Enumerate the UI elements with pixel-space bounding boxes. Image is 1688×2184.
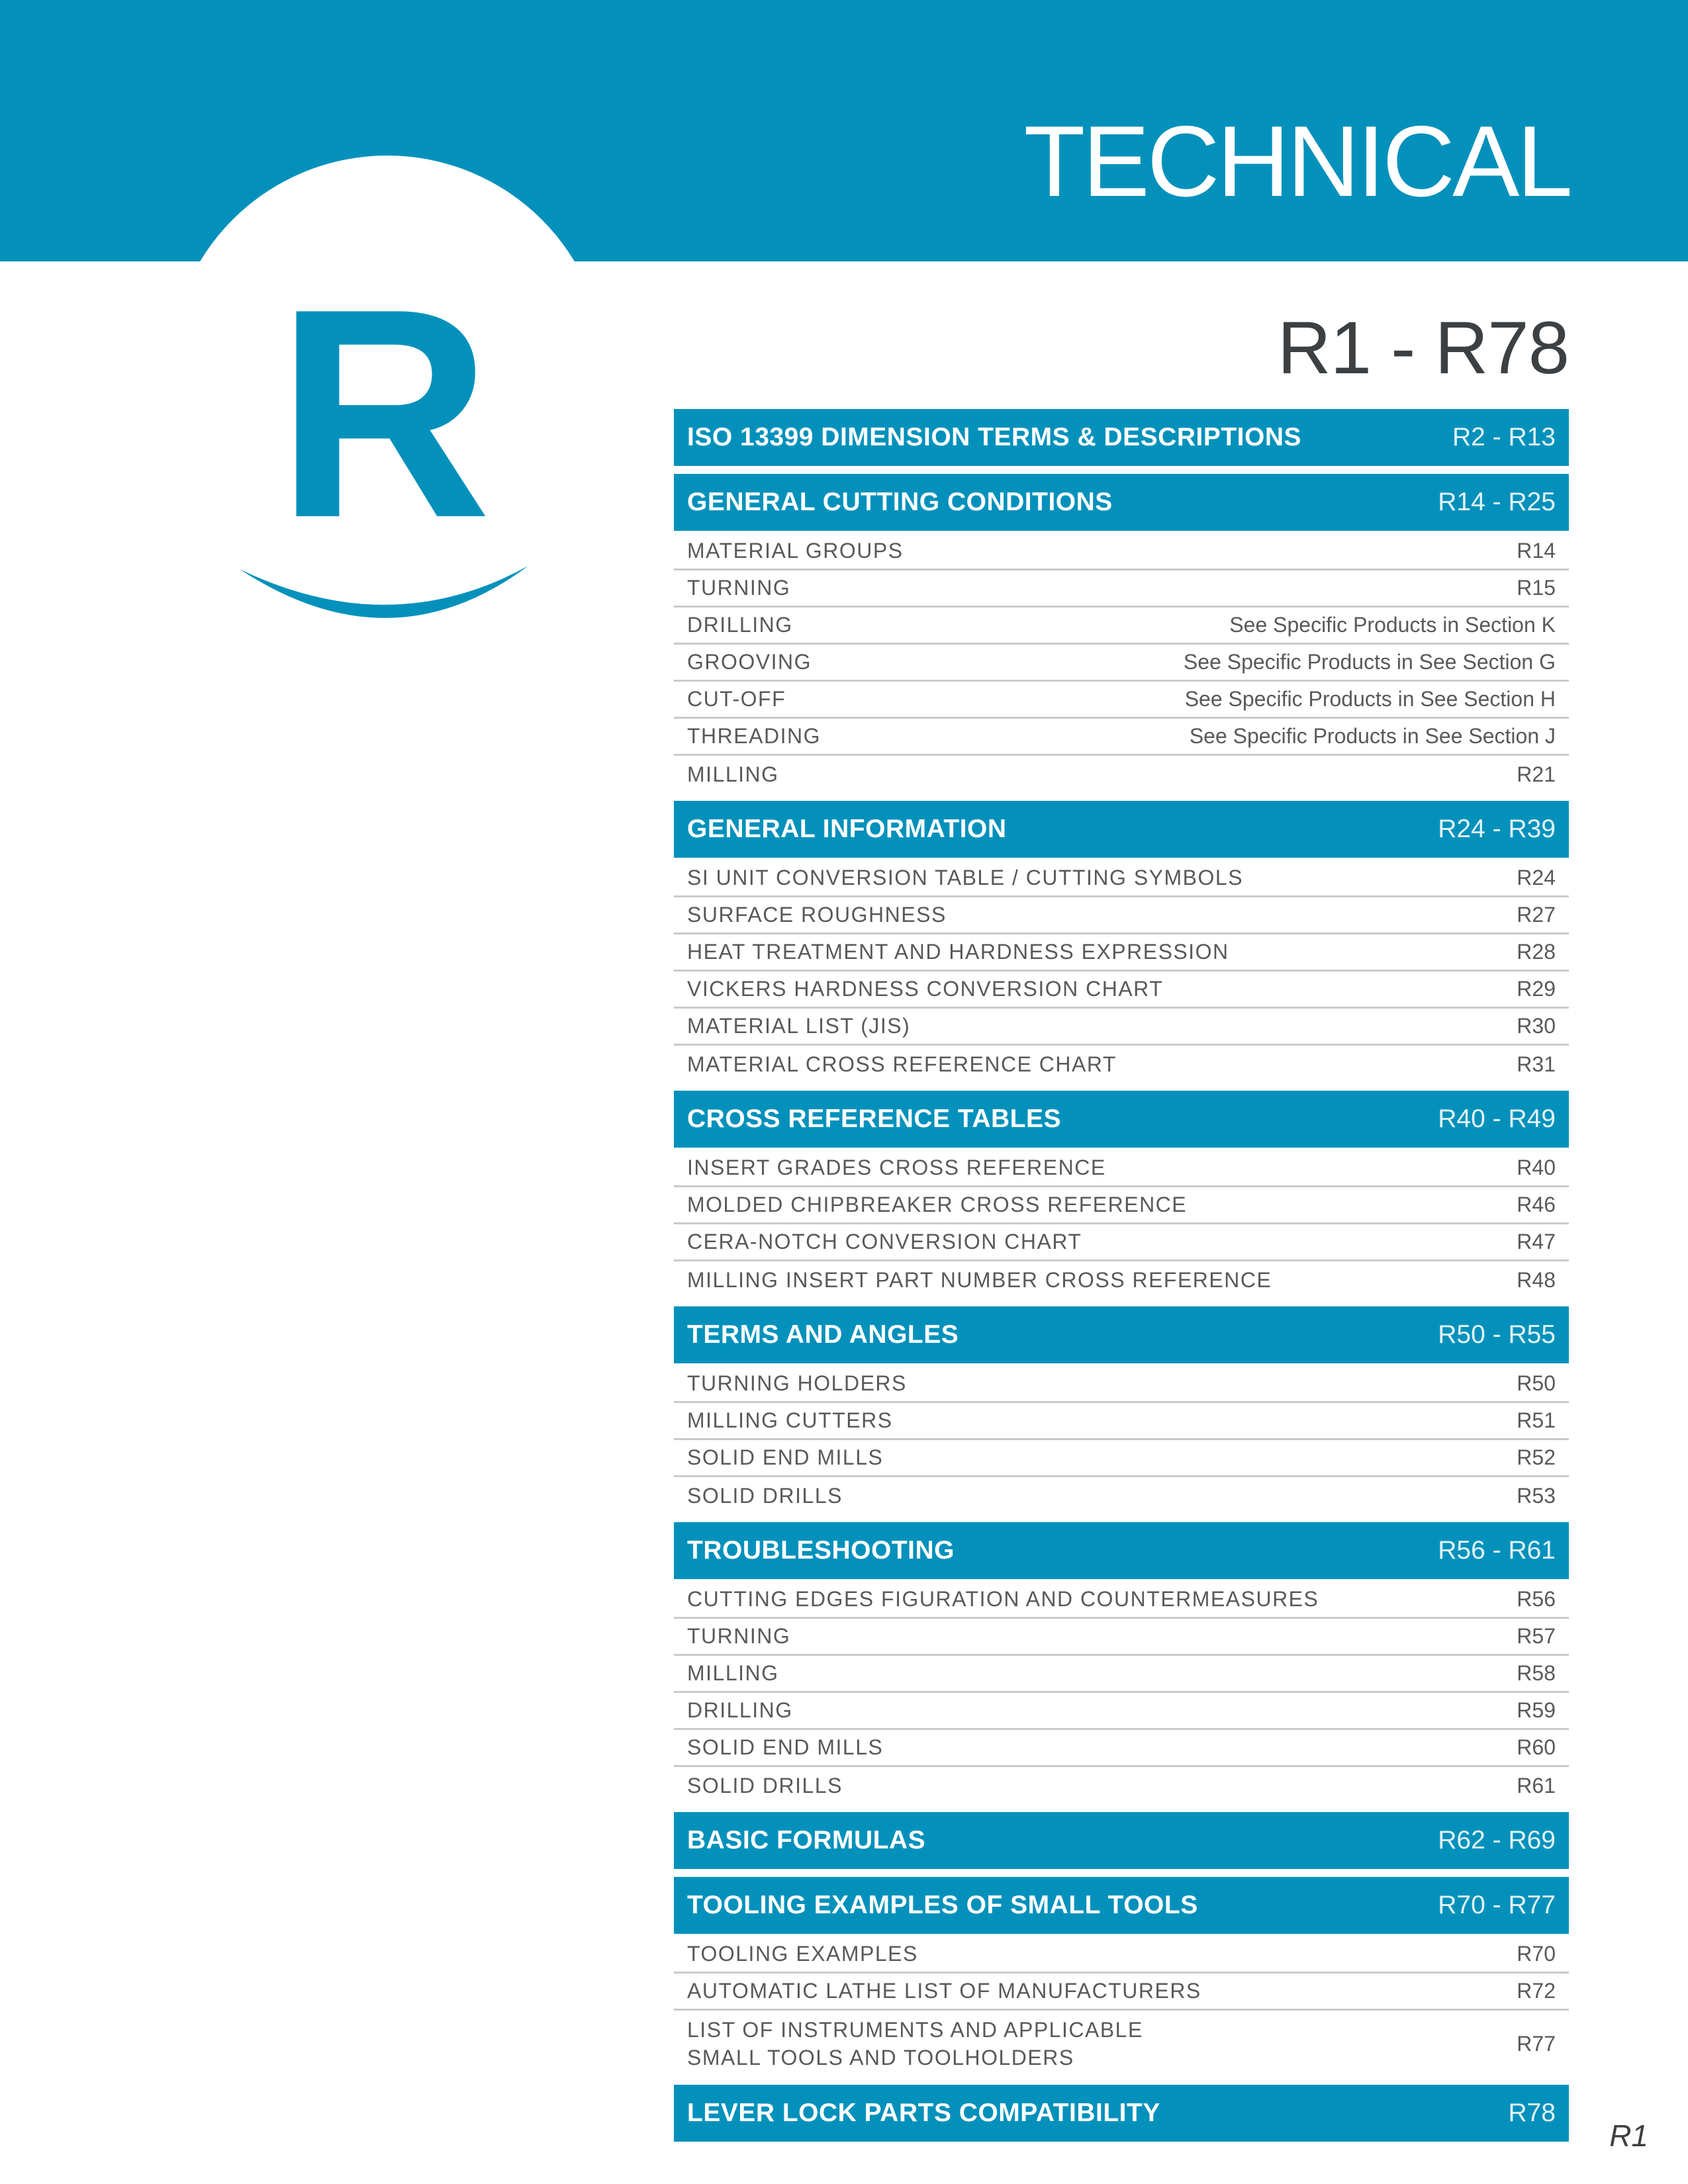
section-page-range: R62 - R69 xyxy=(1438,1826,1556,1854)
entry-title: SI UNIT CONVERSION TABLE / CUTTING SYMBOLS xyxy=(687,866,1244,889)
entry-page: R57 xyxy=(1517,1624,1556,1648)
entry-title: INSERT GRADES CROSS REFERENCE xyxy=(687,1156,1106,1179)
section-entries xyxy=(674,858,1569,1083)
section-page-range: R50 - R55 xyxy=(1438,1320,1556,1349)
entry-page: R30 xyxy=(1517,1014,1556,1038)
entry-title: LIST OF INSTRUMENTS AND APPLICABLE SMALL TOOLS AND TOOLHOLDERS xyxy=(687,2018,1143,2070)
toc-entry[interactable] xyxy=(674,1693,1569,1730)
entry-page: R24 xyxy=(1517,866,1556,889)
page-range: R1 - R78 xyxy=(1277,306,1569,389)
section-entries xyxy=(674,1148,1569,1298)
section-entries xyxy=(674,1934,1569,2077)
entry-title: CERA-NOTCH CONVERSION CHART xyxy=(687,1230,1082,1253)
entry-page: R31 xyxy=(1517,1052,1556,1076)
entry-page: R70 xyxy=(1517,1942,1556,1966)
section-entries xyxy=(674,531,1569,793)
entry-page: R27 xyxy=(1517,903,1556,927)
entry-title: DRILLING xyxy=(687,1698,793,1722)
entry-page: R28 xyxy=(1517,940,1556,964)
entry-page: R77 xyxy=(1517,2031,1556,2056)
entry-title: MOLDED CHIPBREAKER CROSS REFERENCE xyxy=(687,1193,1188,1216)
section-header[interactable] xyxy=(674,2085,1569,2142)
section-title: BASIC FORMULAS xyxy=(687,1826,926,1854)
entry-page: See Specific Products in See Section J xyxy=(1189,724,1556,748)
logo-graphic xyxy=(146,119,602,635)
toc-entry[interactable] xyxy=(674,682,1569,719)
entry-page: R14 xyxy=(1517,539,1556,563)
section-header[interactable] xyxy=(674,801,1569,858)
toc-entry[interactable] xyxy=(674,934,1569,972)
entry-title: TURNING xyxy=(687,576,791,600)
entry-page: See Specific Products in See Section H xyxy=(1184,687,1556,711)
toc-entry[interactable] xyxy=(674,1224,1569,1261)
entry-title: MILLING INSERT PART NUMBER CROSS REFERENCE xyxy=(687,1267,1272,1292)
entry-page: R51 xyxy=(1517,1408,1556,1432)
entry-title: MILLING xyxy=(687,1661,779,1685)
entry-page: R21 xyxy=(1517,762,1556,786)
section-page-range: R24 - R39 xyxy=(1438,815,1556,843)
page-title: TECHNICAL xyxy=(1023,105,1570,218)
toc-entry[interactable] xyxy=(674,897,1569,934)
toc-entry[interactable] xyxy=(674,1403,1569,1440)
section-header[interactable] xyxy=(674,409,1569,466)
section-header[interactable] xyxy=(674,474,1569,531)
toc-entry[interactable] xyxy=(674,972,1569,1009)
toc-entry[interactable] xyxy=(674,1477,1569,1514)
toc-entry[interactable] xyxy=(674,608,1569,645)
section-title: TROUBLESHOOTING xyxy=(687,1536,955,1565)
entry-title: VICKERS HARDNESS CONVERSION CHART xyxy=(687,977,1164,1001)
toc-entry[interactable] xyxy=(674,570,1569,608)
entry-title: SOLID END MILLS xyxy=(687,1735,884,1759)
section-title: LEVER LOCK PARTS COMPATIBILITY xyxy=(687,2099,1160,2127)
toc-entry[interactable] xyxy=(674,719,1569,756)
entry-page: R50 xyxy=(1517,1371,1556,1395)
entry-title: GROOVING xyxy=(687,650,812,674)
entry-title: TURNING HOLDERS xyxy=(687,1371,907,1395)
entry-page: R60 xyxy=(1517,1735,1556,1759)
entry-title: CUT-OFF xyxy=(687,687,786,711)
entry-page: R58 xyxy=(1517,1661,1556,1685)
entry-title: TOOLING EXAMPLES xyxy=(687,1942,918,1966)
toc-entry[interactable] xyxy=(674,1046,1569,1083)
entry-page: See Specific Products in Section K xyxy=(1229,613,1556,637)
entry-page: R61 xyxy=(1517,1773,1556,1797)
toc-entry[interactable] xyxy=(674,2011,1569,2077)
section-logo xyxy=(146,119,602,635)
section-entries xyxy=(674,1363,1569,1514)
section-title: GENERAL INFORMATION xyxy=(687,815,1007,843)
toc-entry[interactable] xyxy=(674,645,1569,682)
entry-page: R53 xyxy=(1517,1483,1556,1508)
entry-title: AUTOMATIC LATHE LIST OF MANUFACTURERS xyxy=(687,1979,1201,2003)
toc-entry[interactable] xyxy=(674,533,1569,570)
entry-page: R29 xyxy=(1517,977,1556,1001)
toc-entry[interactable] xyxy=(674,1767,1569,1804)
entry-title: MATERIAL GROUPS xyxy=(687,539,904,563)
entry-title: SOLID END MILLS xyxy=(687,1445,884,1469)
entry-title: MATERIAL CROSS REFERENCE CHART xyxy=(687,1052,1117,1076)
entry-page: R48 xyxy=(1517,1267,1556,1292)
entry-title: THREADING xyxy=(687,724,821,748)
section-title: GENERAL CUTTING CONDITIONS xyxy=(687,488,1113,516)
section-header[interactable] xyxy=(674,1877,1569,1934)
section-header[interactable] xyxy=(674,1306,1569,1363)
entry-page: R52 xyxy=(1517,1445,1556,1469)
entry-page: R72 xyxy=(1517,1979,1556,2003)
entry-title: SOLID DRILLS xyxy=(687,1483,843,1508)
toc-entry[interactable] xyxy=(674,1440,1569,1477)
section-page-range: R78 xyxy=(1508,2099,1556,2127)
entry-page: R47 xyxy=(1517,1230,1556,1253)
logo-letter: R xyxy=(276,248,492,580)
toc-entry[interactable] xyxy=(674,1150,1569,1187)
section-page-range: R40 - R49 xyxy=(1438,1105,1556,1133)
toc-entry[interactable] xyxy=(674,1582,1569,1619)
section-header[interactable] xyxy=(674,1091,1569,1148)
section-page-range: R56 - R61 xyxy=(1438,1536,1556,1565)
section-title: TERMS AND ANGLES xyxy=(687,1320,959,1349)
section-title: CROSS REFERENCE TABLES xyxy=(687,1105,1061,1133)
toc-entry[interactable] xyxy=(674,1974,1569,2011)
section-header[interactable] xyxy=(674,1812,1569,1869)
entry-title: DRILLING xyxy=(687,613,793,637)
toc-entry[interactable] xyxy=(674,1187,1569,1224)
toc-entry[interactable] xyxy=(674,1619,1569,1656)
section-entries xyxy=(674,1579,1569,1804)
section-page-range: R70 - R77 xyxy=(1438,1891,1556,1919)
entry-page: R46 xyxy=(1517,1193,1556,1216)
section-page-range: R2 - R13 xyxy=(1452,423,1556,451)
section-title: ISO 13399 DIMENSION TERMS & DESCRIPTIONS xyxy=(687,423,1302,451)
entry-title: MATERIAL LIST (JIS) xyxy=(687,1014,911,1038)
entry-title: MILLING xyxy=(687,762,779,786)
table-of-contents xyxy=(674,409,1569,2142)
toc-entry[interactable] xyxy=(674,860,1569,897)
entry-title: SOLID DRILLS xyxy=(687,1773,843,1797)
entry-title: MILLING CUTTERS xyxy=(687,1408,893,1432)
section-page-range: R14 - R25 xyxy=(1438,488,1556,516)
entry-page: See Specific Products in See Section G xyxy=(1183,650,1556,674)
section-header[interactable] xyxy=(674,1522,1569,1579)
entry-title: TURNING xyxy=(687,1624,791,1648)
toc-entry[interactable] xyxy=(674,1366,1569,1403)
toc-entry[interactable] xyxy=(674,1730,1569,1767)
toc-entry[interactable] xyxy=(674,756,1569,793)
entry-title: HEAT TREATMENT AND HARDNESS EXPRESSION xyxy=(687,940,1229,964)
entry-page: R40 xyxy=(1517,1156,1556,1179)
entry-page: R56 xyxy=(1517,1587,1556,1611)
entry-title: CUTTING EDGES FIGURATION AND COUNTERMEASURES xyxy=(687,1587,1319,1611)
entry-title: SURFACE ROUGHNESS xyxy=(687,903,947,927)
section-title: TOOLING EXAMPLES OF SMALL TOOLS xyxy=(687,1891,1198,1919)
toc-entry[interactable] xyxy=(674,1009,1569,1046)
toc-entry[interactable] xyxy=(674,1936,1569,1974)
page-number: R1 xyxy=(1609,2118,1648,2153)
toc-entry[interactable] xyxy=(674,1261,1569,1298)
entry-page: R59 xyxy=(1517,1698,1556,1722)
toc-entry[interactable] xyxy=(674,1656,1569,1693)
entry-page: R15 xyxy=(1517,576,1556,600)
